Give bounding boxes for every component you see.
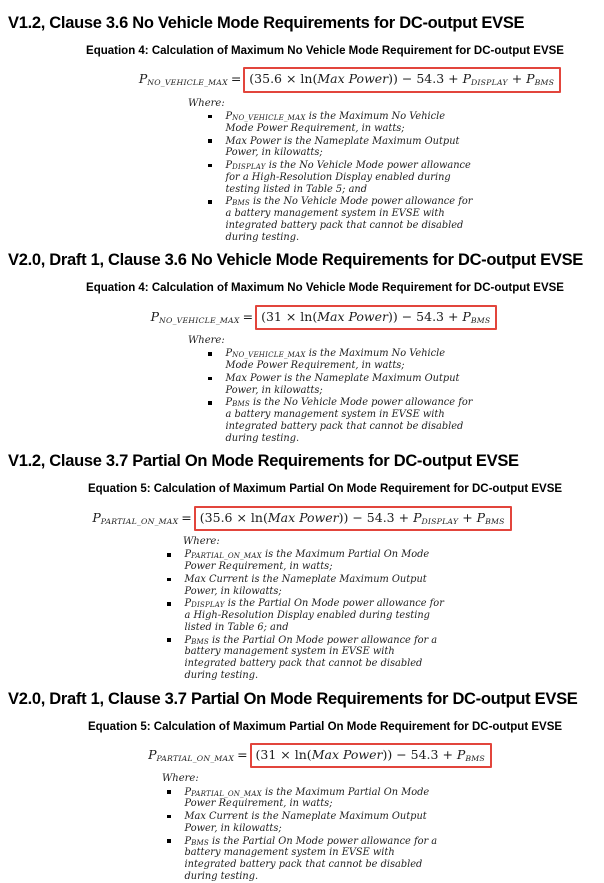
text-run: is the Partial On Mode power allowance for a High-Resolution Display enabled during testing listed in Table 6; and	[184, 598, 444, 633]
subscript-text: NO_VEHICLE_MAX	[147, 78, 228, 88]
equation-highlight-box	[243, 67, 561, 92]
list-item	[208, 136, 604, 160]
text-run: P	[476, 509, 486, 525]
text-run: +	[458, 509, 477, 525]
where-label: Where:	[183, 535, 220, 547]
subscript-text: BMS	[465, 754, 485, 764]
equation-highlight-box	[250, 743, 492, 768]
equation-caption: Equation 4: Calculation of Maximum No Vehicle Mode Requirement for DC-output EVSE	[86, 45, 564, 58]
subscript-text: BMS	[534, 78, 555, 88]
bullet-square-icon	[208, 377, 212, 381]
bullet-square-icon	[208, 352, 212, 356]
text-run: P	[138, 71, 148, 87]
equals-sign: =	[242, 308, 254, 324]
text-run: Max Power	[311, 746, 383, 762]
subscript-text: NO_VEHICLE_MAX	[232, 350, 306, 360]
text-run: Max Power is the Nameplate Maximum Output Power, in kilowatts;	[225, 135, 460, 159]
equation-highlight-box	[255, 305, 497, 330]
section-heading: V1.2, Clause 3.7 Partial On Mode Requirements for DC-output EVSE	[8, 452, 519, 471]
bullet-square-icon	[167, 553, 171, 557]
bullet-text	[185, 836, 447, 883]
list-item	[167, 598, 604, 633]
equation-lhs	[139, 71, 228, 86]
bullet-text	[226, 160, 476, 195]
bullet-square-icon	[167, 578, 171, 582]
equation-lhs	[148, 747, 234, 762]
section-v1-2-clause-3-6	[0, 14, 604, 243]
list-item	[208, 111, 604, 135]
text-run: (31 × ln(	[255, 746, 312, 762]
list-item	[167, 787, 604, 811]
bullet-list	[208, 348, 604, 444]
bullet-square-icon	[208, 164, 212, 168]
text-run: P	[184, 598, 192, 610]
text-run: Max Power	[267, 509, 339, 525]
list-item	[208, 373, 604, 397]
bullet-list	[208, 111, 604, 243]
text-run: P	[225, 111, 233, 123]
text-run: Max Current is the Nameplate Maximum Output Power, in kilowatts;	[184, 573, 427, 597]
subscript-text: DISPLAY	[421, 516, 459, 526]
bullet-text	[226, 373, 476, 397]
equals-sign: =	[181, 509, 192, 525]
section-heading: V2.0, Draft 1, Clause 3.7 Partial On Mode Requirements for DC-output EVSE	[8, 689, 578, 708]
bullet-text	[226, 397, 476, 444]
bullet-list	[167, 549, 604, 681]
text-run: P	[184, 835, 192, 847]
text-run: Max Current is the Nameplate Maximum Output Power, in kilowatts;	[184, 811, 427, 834]
bullet-text	[226, 348, 476, 372]
subscript-text: BMS	[232, 198, 250, 208]
subscript-text: BMS	[191, 636, 209, 646]
equation-caption: Equation 5: Calculation of Maximum Partial On Mode Requirement for DC-output EVSE	[87, 720, 563, 733]
bullet-square-icon	[167, 815, 171, 819]
text-run: P	[184, 634, 192, 646]
text-run: P	[150, 308, 160, 324]
where-label: Where:	[188, 334, 225, 346]
section-heading: V1.2, Clause 3.6 No Vehicle Mode Requirements for DC-output EVSE	[8, 14, 525, 32]
where-label: Where:	[162, 773, 199, 785]
bullet-text	[185, 635, 447, 682]
bullet-text	[226, 111, 476, 135]
section-heading: V2.0, Draft 1, Clause 3.6 No Vehicle Mode Requirements for DC-output EVSE	[8, 251, 583, 270]
bullet-text	[185, 549, 447, 573]
equation-lhs	[151, 309, 240, 324]
bullet-text	[226, 136, 476, 160]
document-body	[0, 14, 604, 883]
subscript-text: PARTIAL_ON_MAX	[191, 551, 262, 561]
bullet-square-icon	[167, 839, 171, 843]
text-run: is the Maximum Partial On Mode Power Requirement, in watts;	[184, 549, 430, 573]
list-item	[167, 811, 604, 835]
equals-sign: =	[237, 746, 248, 762]
section-v2-0-draft-1-clause-3-6	[0, 251, 604, 444]
bullet-list	[167, 787, 604, 883]
text-run: (35.6 × ln(	[249, 71, 318, 87]
list-item	[208, 397, 604, 444]
bullet-text	[185, 574, 447, 598]
where-label: Where:	[188, 97, 225, 109]
text-run: P	[92, 509, 101, 525]
equation	[96, 67, 604, 92]
text-run: )) − 54.3 +	[387, 308, 463, 324]
text-run: Max Power	[317, 71, 389, 87]
text-run: is the Maximum Partial On Mode Power Requirement, in watts;	[184, 786, 430, 810]
subscript-text: PARTIAL_ON_MAX	[100, 516, 179, 526]
text-run: P	[225, 196, 233, 208]
subscript-text: NO_VEHICLE_MAX	[232, 113, 306, 123]
text-run: +	[507, 71, 527, 87]
subscript-text: BMS	[485, 516, 505, 526]
equation	[44, 305, 604, 330]
text-run: )) − 54.3 +	[388, 71, 463, 87]
text-run: P	[456, 746, 466, 762]
text-run: (31 × ln(	[261, 308, 318, 324]
text-run: (35.6 × ln(	[199, 509, 268, 525]
text-run: P	[413, 509, 422, 525]
bullet-square-icon	[208, 200, 212, 204]
text-run: Max Power	[317, 308, 388, 324]
equation-caption: Equation 4: Calculation of Maximum No Vehicle Mode Requirement for DC-output EVSE	[86, 282, 564, 295]
text-run: )) − 54.3 +	[338, 509, 414, 525]
text-run: P	[462, 308, 471, 324]
text-run: P	[184, 786, 192, 798]
equals-sign: =	[230, 71, 242, 87]
text-run: P	[148, 746, 157, 762]
text-run: P	[526, 71, 535, 87]
text-run: P	[462, 71, 471, 87]
equation	[0, 506, 604, 531]
section-v2-0-draft-1-clause-3-7	[0, 690, 604, 883]
list-item	[208, 160, 604, 195]
text-run: P	[184, 549, 192, 561]
text-run: is the No Vehicle Mode power allowance for a battery management system in EVSE with integrated battery pack that cannot be disabled during testing.	[225, 397, 473, 444]
subscript-text: DISPLAY	[471, 78, 508, 88]
equation-highlight-box	[194, 506, 512, 531]
subscript-text: BMS	[470, 315, 491, 325]
list-item	[167, 549, 604, 573]
bullet-square-icon	[208, 115, 212, 119]
bullet-square-icon	[167, 790, 171, 794]
bullet-square-icon	[167, 638, 171, 642]
bullet-text	[185, 811, 447, 835]
list-item	[167, 836, 604, 883]
text-run: )) − 54.3 +	[382, 746, 457, 762]
subscript-text: NO_VEHICLE_MAX	[159, 315, 240, 325]
subscript-text: BMS	[232, 399, 250, 409]
equation	[36, 743, 604, 768]
subscript-text: BMS	[191, 837, 209, 847]
text-run: is the Maximum No Vehicle Mode Power Requirement, in watts;	[225, 111, 446, 134]
text-run: is the Partial On Mode power allowance for a battery management system in EVSE with integrated battery pack that cannot be disabled during testing.	[184, 634, 438, 681]
text-run: is the No Vehicle Mode power allowance for a battery management system in EVSE with integrated battery pack that cannot be disabled during testing.	[225, 196, 473, 243]
bullet-text	[185, 787, 447, 811]
bullet-square-icon	[208, 401, 212, 405]
equation-lhs	[92, 510, 178, 525]
equation-caption: Equation 5: Calculation of Maximum Partial On Mode Requirement for DC-output EVSE	[87, 483, 563, 496]
bullet-text	[226, 196, 476, 243]
text-run: Max Power is the Nameplate Maximum Output Power, in kilowatts;	[225, 372, 460, 396]
list-item	[167, 635, 604, 682]
list-item	[167, 574, 604, 598]
text-run: is the Maximum No Vehicle Mode Power Requirement, in watts;	[225, 348, 446, 372]
list-item	[208, 348, 604, 372]
subscript-text: DISPLAY	[232, 162, 266, 172]
text-run: is the Partial On Mode power allowance for a battery management system in EVSE with integrated battery pack that cannot be disabled during testing.	[184, 835, 438, 882]
text-run: is the No Vehicle Mode power allowance for a High-Resolution Display enabled during testing listed in Table 5; and	[225, 160, 471, 195]
text-run: P	[225, 397, 233, 409]
bullet-square-icon	[208, 139, 212, 143]
bullet-text	[185, 598, 447, 633]
bullet-square-icon	[167, 602, 171, 606]
text-run: P	[225, 160, 233, 172]
subscript-text: PARTIAL_ON_MAX	[156, 754, 235, 764]
list-item	[208, 196, 604, 243]
section-v1-2-clause-3-7	[0, 452, 604, 681]
text-run: P	[225, 348, 233, 360]
subscript-text: PARTIAL_ON_MAX	[191, 788, 262, 798]
subscript-text: DISPLAY	[191, 600, 225, 610]
